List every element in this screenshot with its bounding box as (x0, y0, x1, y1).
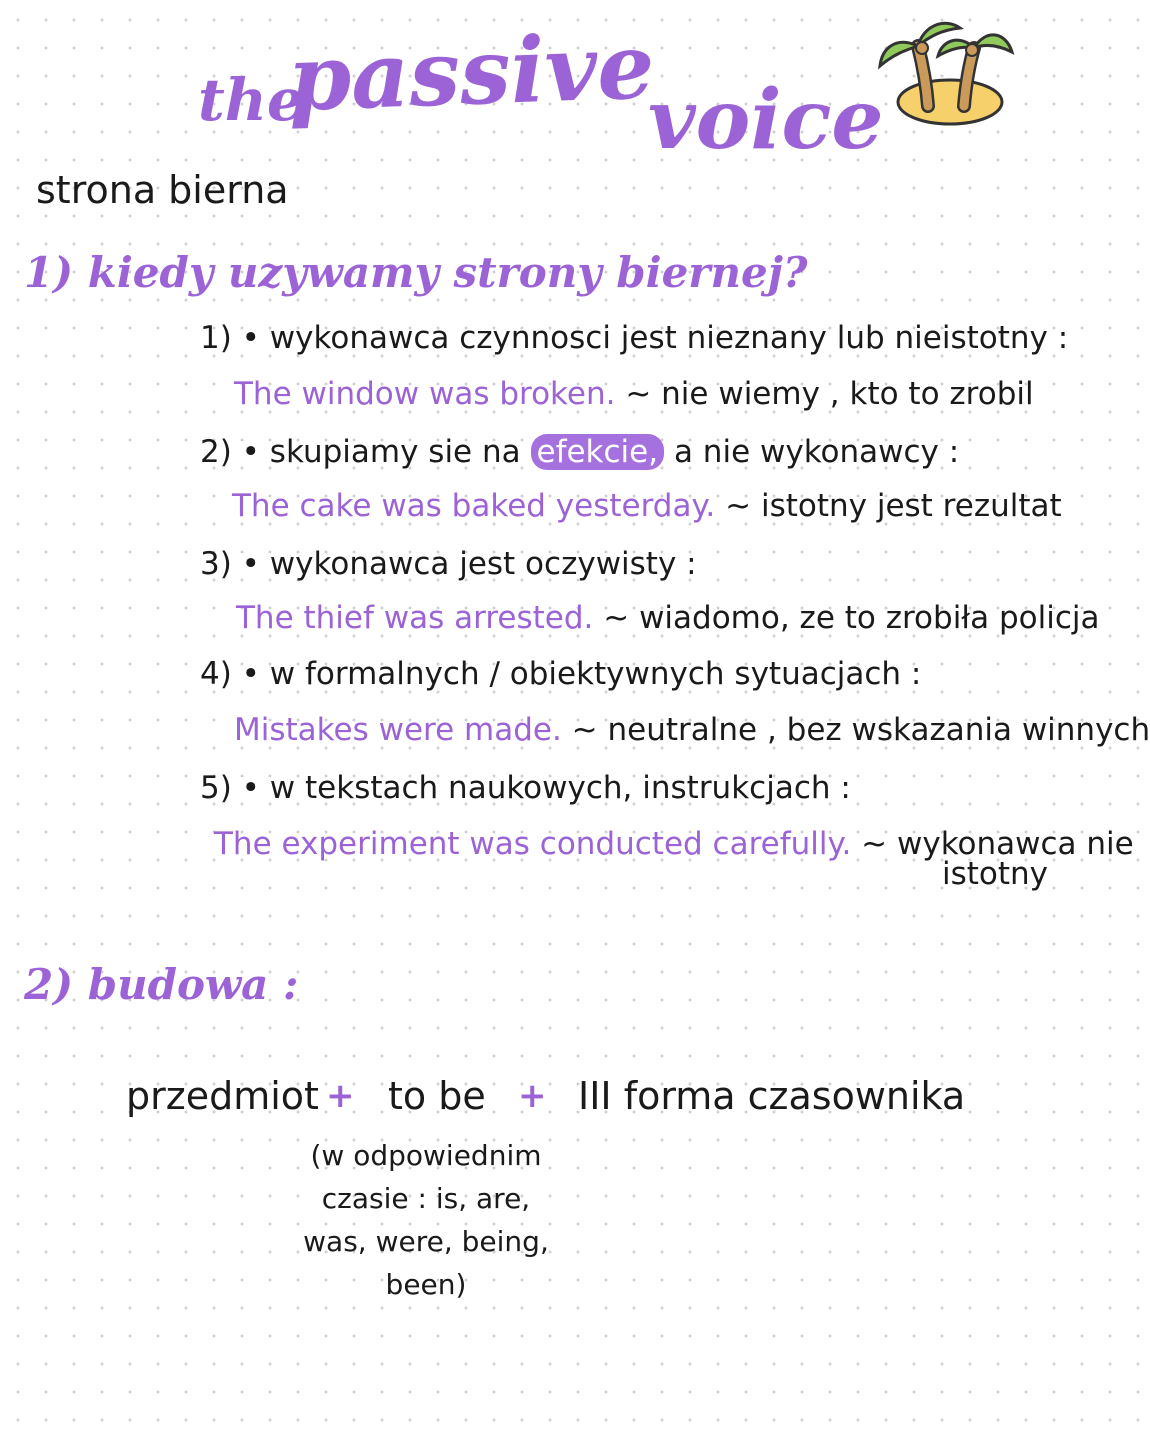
formula-plus-2: + (518, 1076, 547, 1116)
rule-2 (200, 434, 959, 470)
example-sentence: The experiment was conducted carefully. (214, 826, 852, 862)
example-1 (234, 376, 1034, 412)
example-sentence: The thief was arrested. (236, 600, 594, 636)
rule-1: 1) • wykonawca czynnosci jest nieznany lub nieistotny : (200, 320, 1069, 356)
example-sentence: Mistakes were made. (234, 712, 562, 748)
section1-heading: 1) kiedy uzywamy strony biernej? (24, 248, 808, 297)
highlight-efekcie: efekcie, (531, 434, 665, 470)
palm-tree-island-icon (876, 10, 1016, 128)
formula-plus-1: + (326, 1076, 355, 1116)
example-sentence: The cake was baked yesterday. (232, 488, 716, 524)
example-2 (232, 488, 1062, 524)
formula-past-participle: III forma czasownika (578, 1074, 966, 1118)
rule-2-text-end: a nie wykonawcy : (673, 434, 960, 470)
formula-to-be: to be (388, 1074, 486, 1118)
example-sentence: The window was broken. (234, 376, 616, 412)
rule-3: 3) • wykonawca jest oczywisty : (200, 546, 697, 582)
subtitle: strona bierna (36, 168, 289, 212)
rule-4: 4) • w formalnych / obiektywnych sytuacjach : (200, 656, 922, 692)
title-the: the (198, 66, 304, 134)
example-3 (236, 600, 1100, 636)
example-comment-line2: istotny (942, 856, 1049, 892)
example-comment: ~ wykonawca nie (861, 826, 1134, 862)
example-comment: ~ nie wiemy , kto to zrobil (625, 376, 1034, 412)
rule-2-text-start: 2) • skupiamy sie na (200, 434, 521, 470)
to-be-note: (w odpowiednim czasie : is, are, was, were, being, been) (303, 1139, 549, 1301)
example-4 (234, 712, 1150, 748)
section2-heading: 2) budowa : (24, 960, 299, 1009)
title-voice: voice (648, 72, 884, 168)
rule-5: 5) • w tekstach naukowych, instrukcjach : (200, 770, 851, 806)
title-passive: passive (286, 13, 657, 132)
example-comment: ~ neutralne , bez wskazania winnych (571, 712, 1150, 748)
example-comment: ~ istotny jest rezultat (725, 488, 1062, 524)
example-comment: ~ wiadomo, ze to zrobiła policja (603, 600, 1100, 636)
formula-subject: przedmiot (126, 1074, 319, 1118)
